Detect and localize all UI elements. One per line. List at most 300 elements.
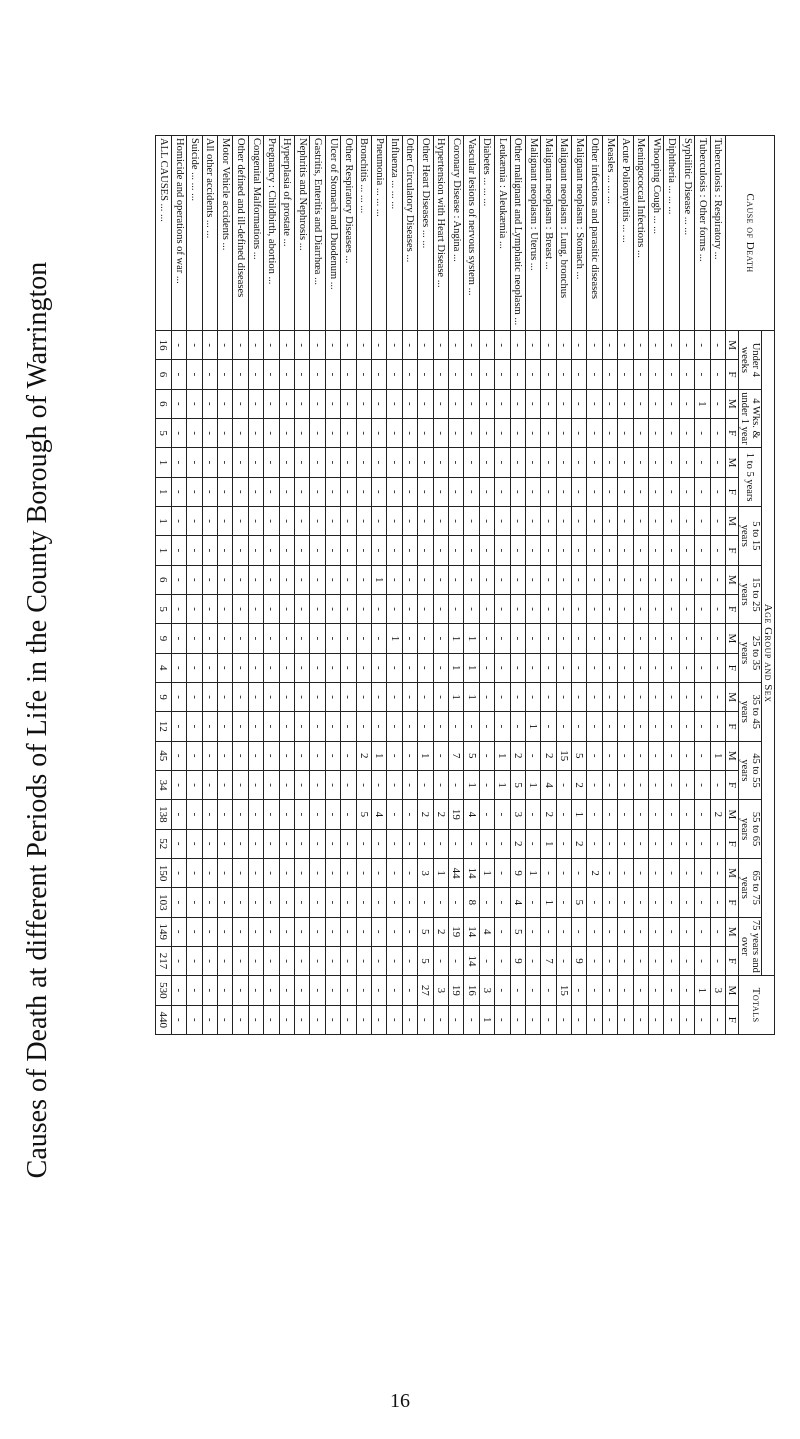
value-cell: 15	[556, 976, 571, 1005]
value-cell: -	[295, 418, 310, 447]
value-cell: -	[633, 858, 648, 887]
table-row	[448, 136, 463, 1035]
value-cell: -	[233, 448, 248, 477]
value-cell: -	[202, 946, 217, 975]
value-cell: -	[695, 331, 710, 360]
value-cell: -	[448, 448, 463, 477]
value-cell: -	[264, 800, 279, 829]
value-cell: -	[418, 712, 433, 741]
value-cell: -	[710, 477, 725, 506]
value-cell: -	[387, 565, 402, 594]
value-cell: -	[279, 477, 294, 506]
value-cell: -	[618, 565, 633, 594]
value-cell: -	[448, 536, 463, 565]
value-cell: -	[664, 946, 679, 975]
value-cell: -	[495, 682, 510, 711]
table-body	[156, 136, 726, 1035]
table-row	[372, 136, 387, 1035]
value-cell: -	[310, 741, 325, 770]
value-cell: -	[695, 946, 710, 975]
value-cell: -	[433, 682, 448, 711]
value-cell: -	[618, 360, 633, 389]
value-cell: -	[664, 594, 679, 623]
value-cell: -	[525, 682, 540, 711]
value-cell: 5	[510, 770, 525, 799]
value-cell: -	[556, 477, 571, 506]
sex-label-m: M	[726, 976, 739, 1005]
value-cell: 1	[541, 829, 556, 858]
value-cell: -	[633, 800, 648, 829]
value-cell: 1	[372, 741, 387, 770]
value-cell: -	[187, 536, 202, 565]
value-cell: -	[649, 418, 664, 447]
value-cell: -	[202, 800, 217, 829]
value-cell: -	[233, 800, 248, 829]
value-cell: 27	[418, 976, 433, 1005]
value-cell: -	[710, 770, 725, 799]
value-cell: -	[387, 682, 402, 711]
value-cell: -	[587, 418, 602, 447]
value-cell: -	[248, 800, 263, 829]
value-cell: -	[541, 712, 556, 741]
value-cell: 1	[495, 770, 510, 799]
value-cell: -	[356, 506, 371, 535]
value-cell: -	[310, 770, 325, 799]
value-cell: 1	[495, 741, 510, 770]
value-cell: -	[510, 389, 525, 418]
cause-cell: Diphtheria ... ... ...	[664, 136, 679, 331]
value-cell: -	[510, 653, 525, 682]
value-cell: -	[233, 477, 248, 506]
value-cell: -	[495, 594, 510, 623]
value-cell: -	[556, 946, 571, 975]
value-cell: -	[679, 331, 694, 360]
value-cell: -	[310, 594, 325, 623]
cause-cell: Hyperplasia of prostate ...	[279, 136, 294, 331]
value-cell: -	[418, 624, 433, 653]
value-cell: -	[587, 712, 602, 741]
value-cell: -	[464, 389, 479, 418]
value-cell: -	[664, 477, 679, 506]
value-cell: -	[710, 389, 725, 418]
value-cell: -	[664, 829, 679, 858]
value-cell: -	[679, 682, 694, 711]
value-cell: -	[187, 477, 202, 506]
value-cell: -	[187, 946, 202, 975]
table-row	[264, 136, 279, 1035]
value-cell: 1	[525, 770, 540, 799]
value-cell: -	[356, 448, 371, 477]
value-cell: -	[710, 624, 725, 653]
value-cell: -	[295, 976, 310, 1005]
value-cell: -	[618, 829, 633, 858]
value-cell: -	[279, 829, 294, 858]
value-cell: -	[202, 917, 217, 946]
total-cell: 138	[156, 800, 172, 829]
value-cell: 4	[479, 917, 494, 946]
value-cell: -	[556, 418, 571, 447]
cause-cell: Malignant neoplasm : Uterus ...	[525, 136, 540, 331]
value-cell: -	[448, 829, 463, 858]
value-cell: -	[618, 331, 633, 360]
value-cell: -	[356, 565, 371, 594]
value-cell: -	[649, 800, 664, 829]
value-cell: -	[233, 624, 248, 653]
value-cell: -	[664, 917, 679, 946]
value-cell: -	[695, 448, 710, 477]
value-cell: 5	[418, 946, 433, 975]
value-cell: -	[479, 624, 494, 653]
value-cell: 9	[510, 946, 525, 975]
value-cell: -	[233, 917, 248, 946]
value-cell: -	[664, 536, 679, 565]
value-cell: -	[264, 770, 279, 799]
cause-header: Cause of Death	[726, 136, 775, 331]
sex-label-f: F	[726, 536, 739, 565]
cause-cell: Pneumonia ... ... ...	[372, 136, 387, 331]
value-cell: -	[649, 712, 664, 741]
value-cell: -	[218, 389, 233, 418]
value-cell: -	[325, 594, 340, 623]
value-cell: 2	[541, 800, 556, 829]
age-group-label: 45 to 55 years	[739, 741, 762, 800]
value-cell: -	[664, 800, 679, 829]
value-cell: -	[664, 858, 679, 887]
value-cell: -	[695, 536, 710, 565]
value-cell: -	[664, 1005, 679, 1034]
value-cell: -	[448, 418, 463, 447]
value-cell: -	[402, 682, 417, 711]
value-cell: -	[295, 888, 310, 917]
value-cell: -	[649, 477, 664, 506]
value-cell: 2	[572, 770, 587, 799]
cause-cell: Pregnancy : Childbirth, abortion ...	[264, 136, 279, 331]
value-cell: 3	[479, 976, 494, 1005]
value-cell: -	[525, 741, 540, 770]
value-cell: -	[556, 360, 571, 389]
value-cell: -	[202, 858, 217, 887]
value-cell: -	[187, 917, 202, 946]
value-cell: -	[495, 536, 510, 565]
value-cell: -	[264, 712, 279, 741]
sex-label-m: M	[726, 624, 739, 653]
value-cell: -	[218, 331, 233, 360]
value-cell: -	[218, 946, 233, 975]
value-cell: -	[295, 360, 310, 389]
value-cell: -	[541, 624, 556, 653]
value-cell: -	[587, 389, 602, 418]
value-cell: -	[372, 448, 387, 477]
value-cell: -	[325, 741, 340, 770]
value-cell: -	[233, 360, 248, 389]
value-cell: -	[372, 917, 387, 946]
value-cell: -	[541, 506, 556, 535]
value-cell: -	[679, 565, 694, 594]
value-cell: -	[433, 653, 448, 682]
value-cell: -	[264, 360, 279, 389]
value-cell: -	[649, 389, 664, 418]
cause-cell: Other infections and parasitic diseases	[587, 136, 602, 331]
value-cell: -	[402, 712, 417, 741]
value-cell: -	[664, 741, 679, 770]
value-cell: -	[187, 829, 202, 858]
total-cell: 1	[156, 477, 172, 506]
value-cell: -	[556, 565, 571, 594]
rotated-table-container	[155, 135, 775, 1035]
value-cell: -	[310, 477, 325, 506]
value-cell: -	[448, 331, 463, 360]
value-cell: -	[372, 536, 387, 565]
value-cell: -	[679, 536, 694, 565]
value-cell: 1	[464, 770, 479, 799]
value-cell: -	[325, 360, 340, 389]
value-cell: -	[695, 800, 710, 829]
value-cell: -	[448, 712, 463, 741]
value-cell: -	[679, 829, 694, 858]
value-cell: -	[433, 448, 448, 477]
value-cell: -	[572, 536, 587, 565]
value-cell: -	[433, 712, 448, 741]
value-cell: -	[233, 770, 248, 799]
value-cell: -	[248, 536, 263, 565]
value-cell: 2	[572, 829, 587, 858]
value-cell: -	[525, 536, 540, 565]
value-cell: -	[279, 418, 294, 447]
value-cell: -	[418, 448, 433, 477]
value-cell: -	[310, 712, 325, 741]
value-cell: -	[618, 917, 633, 946]
value-cell: -	[664, 448, 679, 477]
value-cell: -	[171, 770, 186, 799]
value-cell: -	[325, 976, 340, 1005]
value-cell: 3	[710, 976, 725, 1005]
value-cell: -	[356, 946, 371, 975]
value-cell: -	[218, 477, 233, 506]
page-title-text: Causes of Death at different Periods of Life in the County Borough of Warrington	[22, 261, 53, 1179]
value-cell: -	[633, 506, 648, 535]
value-cell: -	[387, 1005, 402, 1034]
value-cell: -	[525, 946, 540, 975]
value-cell: -	[187, 594, 202, 623]
value-cell: -	[310, 624, 325, 653]
value-cell: -	[279, 858, 294, 887]
value-cell: -	[649, 976, 664, 1005]
value-cell: 16	[464, 976, 479, 1005]
total-cell: 9	[156, 624, 172, 653]
value-cell: -	[433, 418, 448, 447]
value-cell: -	[679, 770, 694, 799]
value-cell: -	[587, 360, 602, 389]
table-row	[387, 136, 402, 1035]
value-cell: -	[356, 1005, 371, 1034]
value-cell: -	[587, 624, 602, 653]
value-cell: -	[233, 888, 248, 917]
value-cell: -	[664, 682, 679, 711]
value-cell: -	[295, 331, 310, 360]
cause-cell: All other accidents ... ...	[202, 136, 217, 331]
value-cell: -	[602, 770, 617, 799]
value-cell: -	[248, 682, 263, 711]
value-cell: 1	[464, 682, 479, 711]
value-cell: -	[402, 360, 417, 389]
value-cell: -	[710, 829, 725, 858]
value-cell: 5	[572, 888, 587, 917]
value-cell: 2	[433, 800, 448, 829]
value-cell: -	[356, 653, 371, 682]
value-cell: -	[387, 976, 402, 1005]
value-cell: -	[572, 418, 587, 447]
total-cell: 52	[156, 829, 172, 858]
value-cell: -	[649, 331, 664, 360]
value-cell: 4	[464, 800, 479, 829]
value-cell: -	[633, 976, 648, 1005]
sex-label-m: M	[726, 741, 739, 770]
value-cell: -	[556, 506, 571, 535]
value-cell: -	[279, 712, 294, 741]
value-cell: -	[695, 418, 710, 447]
value-cell: -	[356, 976, 371, 1005]
value-cell: -	[679, 477, 694, 506]
value-cell: -	[664, 565, 679, 594]
value-cell: 1	[572, 800, 587, 829]
value-cell: -	[633, 888, 648, 917]
value-cell: -	[572, 1005, 587, 1034]
value-cell: -	[372, 888, 387, 917]
value-cell: -	[171, 653, 186, 682]
value-cell: 15	[556, 741, 571, 770]
value-cell: -	[402, 506, 417, 535]
cause-cell: Other defined and ill-defined diseases	[233, 136, 248, 331]
cause-cell: Malignant neoplasm : Stomach ...	[572, 136, 587, 331]
value-cell: -	[356, 888, 371, 917]
value-cell: 3	[433, 976, 448, 1005]
value-cell: -	[248, 331, 263, 360]
value-cell: -	[556, 1005, 571, 1034]
value-cell: -	[325, 477, 340, 506]
value-cell: -	[310, 565, 325, 594]
value-cell: -	[295, 536, 310, 565]
table-row	[618, 136, 633, 1035]
table-row	[279, 136, 294, 1035]
value-cell: -	[541, 389, 556, 418]
value-cell: -	[479, 506, 494, 535]
value-cell: -	[202, 594, 217, 623]
sex-label-f: F	[726, 888, 739, 917]
value-cell: -	[572, 858, 587, 887]
value-cell: -	[187, 331, 202, 360]
value-cell: -	[310, 858, 325, 887]
value-cell: -	[341, 917, 356, 946]
value-cell: -	[233, 565, 248, 594]
value-cell: -	[464, 448, 479, 477]
value-cell: -	[325, 946, 340, 975]
value-cell: -	[356, 770, 371, 799]
value-cell: -	[341, 477, 356, 506]
value-cell: 2	[418, 800, 433, 829]
table-row	[187, 136, 202, 1035]
value-cell: -	[448, 946, 463, 975]
value-cell: -	[187, 624, 202, 653]
value-cell: -	[710, 682, 725, 711]
value-cell: -	[541, 917, 556, 946]
value-cell: -	[248, 1005, 263, 1034]
value-cell: -	[649, 624, 664, 653]
value-cell: -	[587, 506, 602, 535]
value-cell: -	[525, 418, 540, 447]
value-cell: -	[187, 800, 202, 829]
value-cell: -	[202, 536, 217, 565]
value-cell: -	[695, 565, 710, 594]
cause-cell: Tuberculosis : Respiratory ...	[710, 136, 725, 331]
value-cell: -	[495, 976, 510, 1005]
value-cell: -	[618, 682, 633, 711]
value-cell: -	[295, 712, 310, 741]
value-cell: 14	[464, 917, 479, 946]
cause-cell: Influenza ... ... ...	[387, 136, 402, 331]
value-cell: 1	[464, 653, 479, 682]
value-cell: -	[448, 770, 463, 799]
value-cell: -	[387, 536, 402, 565]
value-cell: -	[372, 976, 387, 1005]
value-cell: -	[171, 477, 186, 506]
value-cell: -	[171, 917, 186, 946]
value-cell: -	[587, 741, 602, 770]
value-cell: -	[248, 594, 263, 623]
value-cell: -	[295, 653, 310, 682]
value-cell: -	[510, 624, 525, 653]
value-cell: -	[372, 624, 387, 653]
total-cell: 6	[156, 389, 172, 418]
value-cell: -	[602, 888, 617, 917]
value-cell: -	[433, 389, 448, 418]
value-cell: -	[587, 946, 602, 975]
sex-label-m: M	[726, 389, 739, 418]
value-cell: -	[602, 917, 617, 946]
value-cell: -	[433, 888, 448, 917]
value-cell: -	[372, 1005, 387, 1034]
value-cell: -	[264, 888, 279, 917]
table-row	[649, 136, 664, 1035]
value-cell: -	[618, 536, 633, 565]
value-cell: 1	[541, 888, 556, 917]
value-cell: -	[279, 682, 294, 711]
value-cell: -	[618, 858, 633, 887]
table-row	[541, 136, 556, 1035]
value-cell: -	[295, 858, 310, 887]
value-cell: -	[171, 682, 186, 711]
value-cell: -	[279, 536, 294, 565]
value-cell: -	[649, 360, 664, 389]
value-cell: 9	[572, 946, 587, 975]
table-row	[479, 136, 494, 1035]
value-cell: -	[295, 389, 310, 418]
value-cell: -	[418, 653, 433, 682]
value-cell: -	[649, 594, 664, 623]
value-cell: -	[171, 389, 186, 418]
value-cell: -	[341, 1005, 356, 1034]
value-cell: -	[418, 594, 433, 623]
value-cell: 4	[541, 770, 556, 799]
value-cell: 4	[372, 800, 387, 829]
value-cell: -	[372, 360, 387, 389]
value-cell: -	[279, 506, 294, 535]
value-cell: -	[279, 976, 294, 1005]
value-cell: -	[664, 389, 679, 418]
value-cell: -	[710, 594, 725, 623]
value-cell: -	[402, 976, 417, 1005]
cause-cell: Other Heart Diseases ... ...	[418, 136, 433, 331]
value-cell: -	[248, 506, 263, 535]
